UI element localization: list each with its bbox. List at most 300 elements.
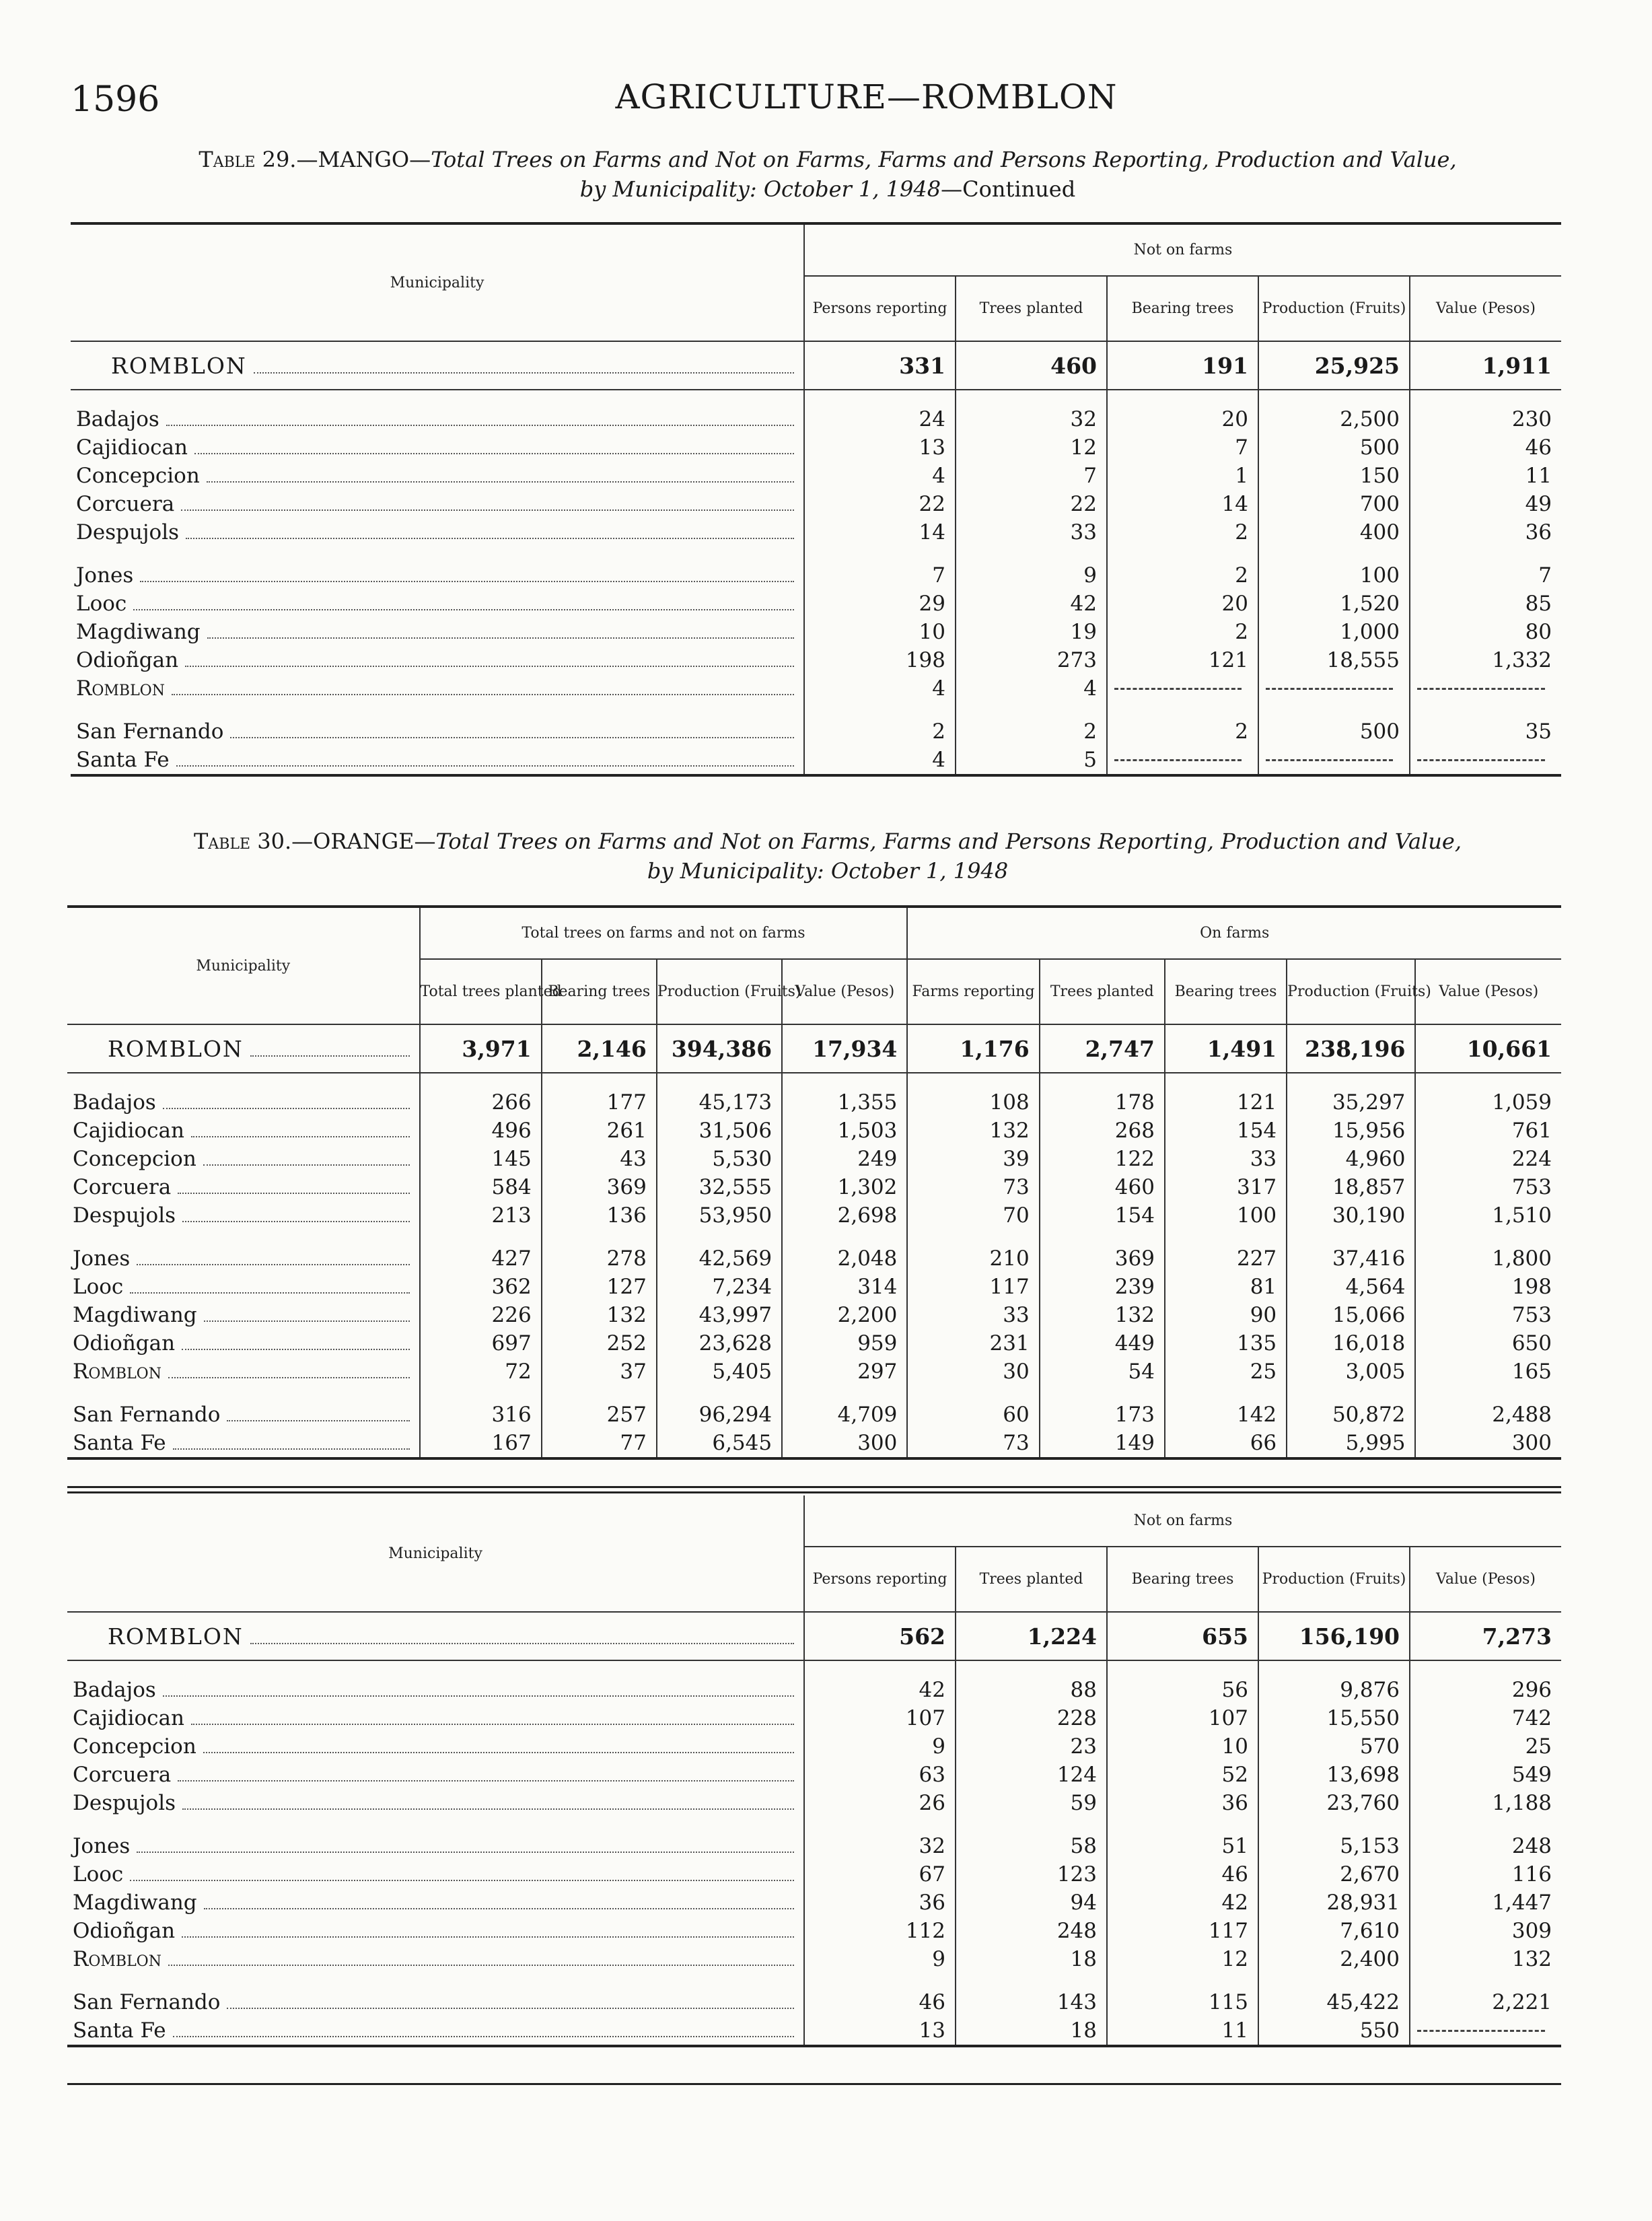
table29-row — [71, 646, 1561, 674]
value-cell: 9 — [956, 561, 1107, 590]
value-cell: 2,747 — [1040, 1024, 1165, 1073]
spacer-cell — [1287, 1230, 1415, 1244]
value-cell: 4 — [956, 674, 1107, 703]
value-cell: 42 — [804, 1676, 956, 1704]
table29-row — [71, 405, 1561, 433]
value-cell: 2 — [1107, 518, 1258, 547]
value-cell: 17,934 — [782, 1024, 907, 1073]
value-cell: 18 — [956, 2016, 1107, 2046]
table30-col-header: Bearing trees — [1165, 959, 1287, 1024]
table30-col-header: Value (Pesos) — [782, 959, 907, 1024]
value-cell: 107 — [1107, 1704, 1258, 1732]
municipality-name: Odioñgan — [73, 1331, 178, 1355]
municipality-cell — [71, 561, 804, 590]
table29-group-header: Not on farms — [804, 223, 1561, 276]
value-cell: 26 — [804, 1789, 956, 1817]
dot-leader — [207, 637, 794, 639]
value-cell: 2,698 — [782, 1201, 907, 1230]
table30-row — [67, 1201, 1561, 1230]
value-cell: 2 — [1107, 717, 1258, 746]
value-cell: 191 — [1107, 341, 1258, 390]
value-cell: 72 — [420, 1358, 542, 1386]
value-cell: 80 — [1410, 618, 1561, 646]
value-cell: 1,510 — [1415, 1201, 1561, 1230]
value-cell: 742 — [1410, 1704, 1561, 1732]
spacer-cell — [956, 1660, 1107, 1676]
table29-col-header: Bearing trees — [1107, 276, 1258, 341]
municipality-cell — [67, 1173, 420, 1201]
value-cell: 53,950 — [657, 1201, 782, 1230]
table29-col-header: Persons reporting — [804, 276, 956, 341]
spacer-cell — [420, 1073, 542, 1088]
municipality-name: Cajidiocan — [76, 435, 190, 460]
dot-leader — [140, 581, 794, 582]
table30-caption-head: Table 30.—ORANGE— — [194, 829, 436, 854]
value-cell: 20 — [1107, 590, 1258, 618]
dot-leader — [185, 666, 794, 667]
value-cell: 549 — [1410, 1761, 1561, 1789]
dot-leader — [250, 1643, 794, 1644]
spacer-cell — [782, 1386, 907, 1401]
municipality-name: Romblon — [73, 1360, 164, 1384]
table30-row — [67, 1429, 1561, 1458]
value-cell: 42 — [956, 590, 1107, 618]
spacer-cell — [956, 703, 1107, 717]
municipality-name: San Fernando — [73, 1403, 223, 1427]
spacer-cell — [1415, 1230, 1561, 1244]
value-cell: 23 — [956, 1732, 1107, 1761]
table30-group-on-header: On farms — [907, 907, 1561, 959]
table29-row — [71, 618, 1561, 646]
value-cell: 13 — [804, 433, 956, 462]
bottom-rule — [67, 2083, 1561, 2085]
value-cell: 4,709 — [782, 1401, 907, 1429]
spacer-cell — [71, 390, 804, 405]
dot-leader — [178, 1193, 409, 1194]
spacer-cell — [1040, 1386, 1165, 1401]
municipality-name: Corcuera — [73, 1763, 174, 1787]
value-cell: 67 — [804, 1860, 956, 1889]
spacer-cell — [1258, 1660, 1410, 1676]
table30b-row — [67, 1917, 1561, 1945]
value-cell: 12 — [1107, 1945, 1258, 1973]
value-cell: 121 — [1107, 646, 1258, 674]
value-cell: 2,500 — [1258, 405, 1410, 433]
table29-col-header: Value (Pesos) — [1410, 276, 1561, 341]
spacer-row — [67, 1660, 1561, 1676]
value-cell: 156,190 — [1258, 1612, 1410, 1660]
value-cell: 1,302 — [782, 1173, 907, 1201]
value-cell: 224 — [1415, 1145, 1561, 1173]
value-cell: 132 — [1040, 1301, 1165, 1329]
table30-row — [67, 1329, 1561, 1358]
value-cell: 249 — [782, 1145, 907, 1173]
value-cell: 30,190 — [1287, 1201, 1415, 1230]
value-cell: 1,332 — [1410, 646, 1561, 674]
table29-row — [71, 674, 1561, 703]
municipality-cell — [67, 1832, 804, 1860]
table30b-group-header: Not on farms — [804, 1495, 1561, 1547]
municipality-name: Santa Fe — [73, 2018, 169, 2043]
municipality-name: ROMBLON — [111, 353, 250, 379]
value-cell: 273 — [956, 646, 1107, 674]
table30-row — [67, 1117, 1561, 1145]
municipality-name: Badajos — [76, 407, 162, 431]
value-cell: 117 — [1107, 1917, 1258, 1945]
table29-col-header: Production (Fruits) — [1258, 276, 1410, 341]
table-separator-rule — [67, 1486, 1561, 1488]
table29-row — [71, 717, 1561, 746]
value-cell: 1,188 — [1410, 1789, 1561, 1817]
value-cell: 112 — [804, 1917, 956, 1945]
municipality-name: Concepcion — [73, 1147, 199, 1171]
value-cell: 14 — [1107, 490, 1258, 518]
value-cell: 121 — [1165, 1088, 1287, 1117]
value-cell: 761 — [1415, 1117, 1561, 1145]
value-cell: 2,670 — [1258, 1860, 1410, 1889]
value-cell: 278 — [542, 1244, 657, 1273]
spacer-row — [67, 1973, 1561, 1988]
value-cell: 70 — [907, 1201, 1039, 1230]
value-cell: 228 — [956, 1704, 1107, 1732]
municipality-name: Jones — [76, 563, 136, 588]
value-cell: 227 — [1165, 1244, 1287, 1273]
municipality-cell — [67, 1889, 804, 1917]
value-cell: 2,400 — [1258, 1945, 1410, 1973]
value-cell: 39 — [907, 1145, 1039, 1173]
value-cell: 4,960 — [1287, 1145, 1415, 1173]
value-cell: 1,911 — [1410, 341, 1561, 390]
municipality-cell — [67, 1273, 420, 1301]
table30b-row — [67, 1676, 1561, 1704]
value-cell: 31,506 — [657, 1117, 782, 1145]
value-cell: 2,221 — [1410, 1988, 1561, 2016]
value-cell: 10 — [1107, 1732, 1258, 1761]
value-cell: 231 — [907, 1329, 1039, 1358]
municipality-name: Romblon — [76, 676, 168, 701]
municipality-name: Badajos — [73, 1090, 159, 1115]
municipality-cell — [71, 462, 804, 490]
table30b-row — [67, 2016, 1561, 2046]
table30b-row — [67, 1704, 1561, 1732]
value-cell: 45,173 — [657, 1088, 782, 1117]
value-cell: 96,294 — [657, 1401, 782, 1429]
municipality-cell — [67, 1088, 420, 1117]
dot-leader — [207, 481, 794, 483]
value-cell: 1,000 — [1258, 618, 1410, 646]
value-cell: 317 — [1165, 1173, 1287, 1201]
spacer-cell — [542, 1386, 657, 1401]
value-cell: 700 — [1258, 490, 1410, 518]
dot-leader — [182, 1808, 794, 1810]
municipality-name: Looc — [76, 592, 129, 616]
dot-leader — [178, 1780, 794, 1782]
spacer-cell — [804, 1660, 956, 1676]
value-cell: 238,196 — [1287, 1024, 1415, 1073]
dot-leader — [172, 694, 794, 695]
table30-row — [67, 1273, 1561, 1301]
value-cell: 5,153 — [1258, 1832, 1410, 1860]
value-cell: 427 — [420, 1244, 542, 1273]
spacer-cell — [1258, 390, 1410, 405]
table30b-row — [67, 1889, 1561, 1917]
value-cell: 33 — [956, 518, 1107, 547]
value-cell: 132 — [542, 1301, 657, 1329]
value-cell: 178 — [1040, 1088, 1165, 1117]
value-cell: 297 — [782, 1358, 907, 1386]
spacer-cell — [804, 1973, 956, 1988]
municipality-name: Cajidiocan — [73, 1119, 187, 1143]
value-cell: 165 — [1415, 1358, 1561, 1386]
value-cell: 66 — [1165, 1429, 1287, 1458]
municipality-cell — [71, 405, 804, 433]
value-cell: 35 — [1410, 717, 1561, 746]
value-cell: 150 — [1258, 462, 1410, 490]
municipality-name: Concepcion — [73, 1734, 199, 1759]
table30-col-header: Trees planted — [1040, 959, 1165, 1024]
value-cell: 570 — [1258, 1732, 1410, 1761]
table29-row — [71, 490, 1561, 518]
municipality-cell — [67, 1761, 804, 1789]
dot-leader — [130, 1880, 794, 1881]
table30-row — [67, 1401, 1561, 1429]
municipality-cell — [71, 618, 804, 646]
spacer-cell — [804, 547, 956, 561]
table30b-row — [67, 1860, 1561, 1889]
value-cell: 496 — [420, 1117, 542, 1145]
table30-stub-header: Municipality — [67, 907, 420, 1024]
municipality-cell — [67, 2016, 804, 2046]
dot-leader — [181, 509, 794, 511]
value-cell: 1,800 — [1415, 1244, 1561, 1273]
value-cell: 11 — [1410, 462, 1561, 490]
dot-leader — [182, 1936, 794, 1938]
value-cell: 43 — [542, 1145, 657, 1173]
value-cell: 2 — [1107, 561, 1258, 590]
table30 — [67, 905, 1561, 1460]
spacer-cell — [1410, 1973, 1561, 1988]
spacer-row — [67, 1817, 1561, 1832]
value-cell: 7 — [804, 561, 956, 590]
spacer-cell — [804, 1817, 956, 1832]
spacer-cell — [956, 1973, 1107, 1988]
value-cell: 37 — [542, 1358, 657, 1386]
value-cell: 43,997 — [657, 1301, 782, 1329]
municipality-name: Santa Fe — [76, 748, 172, 772]
value-cell: 7,610 — [1258, 1917, 1410, 1945]
empty-cell-dash — [1107, 746, 1258, 775]
spacer-row — [67, 1386, 1561, 1401]
table30-row — [67, 1358, 1561, 1386]
value-cell: 500 — [1258, 717, 1410, 746]
value-cell: 10,661 — [1415, 1024, 1561, 1073]
value-cell: 369 — [1040, 1244, 1165, 1273]
spacer-cell — [67, 1230, 420, 1244]
value-cell: 85 — [1410, 590, 1561, 618]
value-cell: 562 — [804, 1612, 956, 1660]
value-cell: 314 — [782, 1273, 907, 1301]
value-cell: 198 — [1415, 1273, 1561, 1301]
spacer-cell — [1258, 1973, 1410, 1988]
value-cell: 959 — [782, 1329, 907, 1358]
municipality-cell — [71, 433, 804, 462]
municipality-cell — [67, 1429, 420, 1458]
spacer-cell — [907, 1386, 1039, 1401]
spacer-cell — [1415, 1073, 1561, 1088]
value-cell: 127 — [542, 1273, 657, 1301]
spacer-cell — [1258, 547, 1410, 561]
table29-row — [71, 462, 1561, 490]
table30b-row — [67, 1988, 1561, 2016]
municipality-cell — [67, 1145, 420, 1173]
value-cell: 14 — [804, 518, 956, 547]
value-cell: 122 — [1040, 1145, 1165, 1173]
table30-col-header: Total trees planted — [420, 959, 542, 1024]
value-cell: 2 — [1107, 618, 1258, 646]
municipality-name: Jones — [73, 1834, 133, 1858]
spacer-cell — [782, 1073, 907, 1088]
table30b-row — [67, 1761, 1561, 1789]
spacer-cell — [1410, 1817, 1561, 1832]
value-cell: 13 — [804, 2016, 956, 2046]
municipality-cell — [71, 590, 804, 618]
municipality-cell — [71, 646, 804, 674]
value-cell: 1,447 — [1410, 1889, 1561, 1917]
value-cell: 49 — [1410, 490, 1561, 518]
spacer-cell — [67, 1817, 804, 1832]
table30-col-header: Value (Pesos) — [1415, 959, 1561, 1024]
value-cell: 36 — [804, 1889, 956, 1917]
spacer-cell — [1287, 1073, 1415, 1088]
value-cell: 28,931 — [1258, 1889, 1410, 1917]
spacer-cell — [1107, 390, 1258, 405]
value-cell: 18,857 — [1287, 1173, 1415, 1201]
value-cell: 25,925 — [1258, 341, 1410, 390]
table30-not-on-farms — [67, 1495, 1561, 2047]
value-cell: 753 — [1415, 1173, 1561, 1201]
spacer-cell — [1107, 703, 1258, 717]
table29-caption — [94, 145, 1561, 204]
table29-row — [71, 746, 1561, 775]
value-cell: 7,273 — [1410, 1612, 1561, 1660]
value-cell: 331 — [804, 341, 956, 390]
dot-leader — [163, 1108, 410, 1109]
value-cell: 5,405 — [657, 1358, 782, 1386]
table30-caption — [94, 826, 1561, 886]
municipality-cell — [67, 1789, 804, 1817]
dot-leader — [191, 1136, 410, 1137]
value-cell: 124 — [956, 1761, 1107, 1789]
dot-leader — [133, 609, 794, 610]
spacer-cell — [67, 1973, 804, 1988]
value-cell: 46 — [1107, 1860, 1258, 1889]
dot-leader — [137, 1264, 409, 1265]
spacer-row — [71, 390, 1561, 405]
value-cell: 88 — [956, 1676, 1107, 1704]
value-cell: 32,555 — [657, 1173, 782, 1201]
dot-leader — [254, 372, 794, 374]
value-cell: 3,971 — [420, 1024, 542, 1073]
value-cell: 248 — [1410, 1832, 1561, 1860]
empty-cell-dash — [1107, 674, 1258, 703]
value-cell: 42 — [1107, 1889, 1258, 1917]
value-cell: 51 — [1107, 1832, 1258, 1860]
table29-stub-header: Municipality — [71, 223, 804, 341]
table29-row — [71, 590, 1561, 618]
spacer-cell — [956, 547, 1107, 561]
dot-leader — [137, 1852, 794, 1853]
value-cell: 11 — [1107, 2016, 1258, 2046]
value-cell: 266 — [420, 1088, 542, 1117]
value-cell: 56 — [1107, 1676, 1258, 1704]
municipality-cell — [67, 1244, 420, 1273]
value-cell: 115 — [1107, 1988, 1258, 2016]
spacer-cell — [1410, 703, 1561, 717]
value-cell: 2,146 — [542, 1024, 657, 1073]
municipality-name: Concepcion — [76, 464, 203, 488]
spacer-cell — [1258, 1817, 1410, 1832]
spacer-cell — [1165, 1230, 1287, 1244]
municipality-cell — [67, 1917, 804, 1945]
page-title: AGRICULTURE—ROMBLON — [615, 77, 1118, 116]
municipality-cell — [67, 1117, 420, 1145]
value-cell: 132 — [1410, 1945, 1561, 1973]
table30b-col-header: Production (Fruits) — [1258, 1547, 1410, 1612]
value-cell: 3,005 — [1287, 1358, 1415, 1386]
page-number: 1596 — [71, 79, 160, 120]
value-cell: 20 — [1107, 405, 1258, 433]
municipality-name: San Fernando — [76, 719, 226, 744]
value-cell: 15,550 — [1258, 1704, 1410, 1732]
municipality-name: Badajos — [73, 1678, 159, 1702]
spacer-cell — [956, 390, 1107, 405]
value-cell: 154 — [1040, 1201, 1165, 1230]
value-cell: 22 — [804, 490, 956, 518]
value-cell: 400 — [1258, 518, 1410, 547]
dot-leader — [194, 453, 794, 454]
value-cell: 2 — [804, 717, 956, 746]
dot-leader — [176, 765, 794, 767]
spacer-cell — [1410, 547, 1561, 561]
dot-leader — [182, 1221, 409, 1222]
table30-row — [67, 1088, 1561, 1117]
table29-row — [71, 518, 1561, 547]
value-cell: 5 — [956, 746, 1107, 775]
value-cell: 177 — [542, 1088, 657, 1117]
value-cell: 655 — [1107, 1612, 1258, 1660]
value-cell: 24 — [804, 405, 956, 433]
value-cell: 7 — [1410, 561, 1561, 590]
value-cell: 149 — [1040, 1429, 1165, 1458]
spacer-cell — [1107, 1660, 1258, 1676]
value-cell: 753 — [1415, 1301, 1561, 1329]
spacer-cell — [956, 1817, 1107, 1832]
municipality-name: Magdiwang — [76, 620, 203, 644]
value-cell: 1,059 — [1415, 1088, 1561, 1117]
value-cell: 143 — [956, 1988, 1107, 2016]
value-cell: 2,488 — [1415, 1401, 1561, 1429]
value-cell: 81 — [1165, 1273, 1287, 1301]
spacer-cell — [907, 1230, 1039, 1244]
spacer-cell — [420, 1386, 542, 1401]
table30b-col-header: Persons reporting — [804, 1547, 956, 1612]
table30b-col-header: Value (Pesos) — [1410, 1547, 1561, 1612]
spacer-cell — [71, 703, 804, 717]
spacer-cell — [1258, 703, 1410, 717]
value-cell: 58 — [956, 1832, 1107, 1860]
municipality-cell — [71, 674, 804, 703]
value-cell: 550 — [1258, 2016, 1410, 2046]
